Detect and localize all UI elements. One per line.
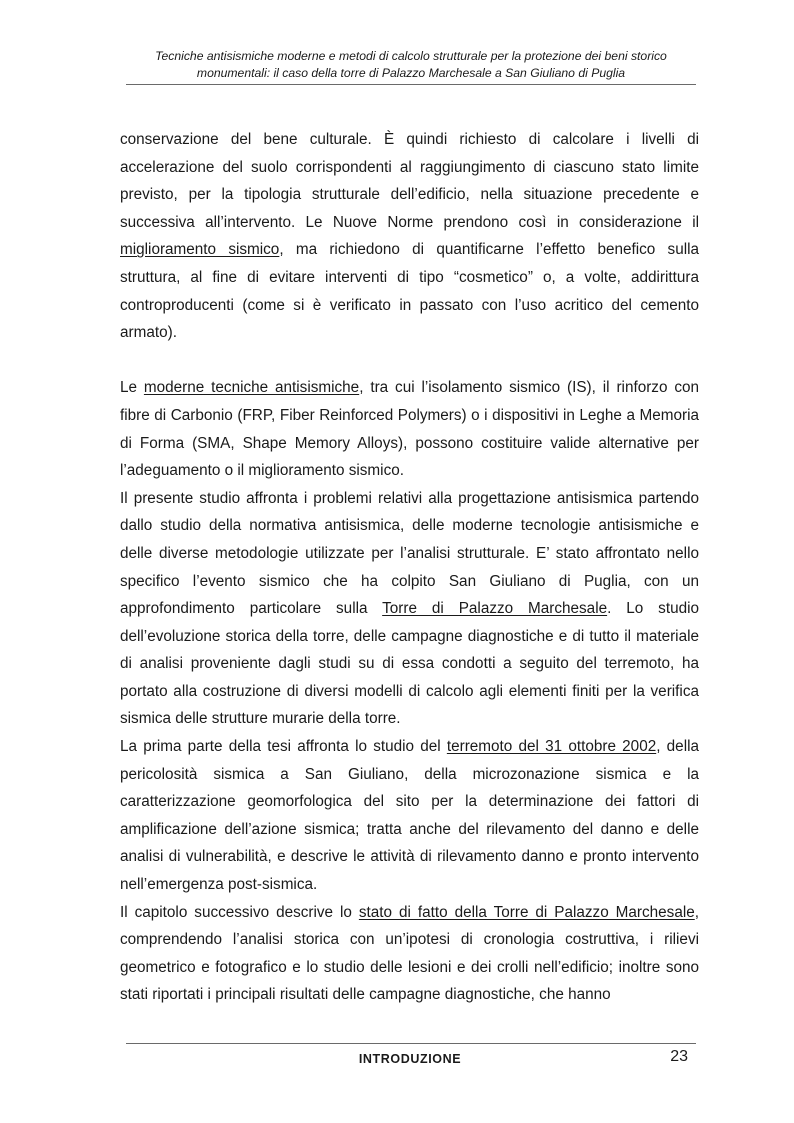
paragraph: Il capitolo successivo descrive lo stato di fatto della Torre di Palazzo Marchesale, comprendendo l’analisi storica con un’ipotesi di cronologia costruttiva, i rilievi geometrico e fotografico e lo studio delle lesioni e dei crolli nell’edificio; inoltre sono stati riportati i principali risultati delle campagne diagnostiche, che hanno <box>120 903 699 1004</box>
underlined-term: terremoto del 31 ottobre 2002 <box>446 738 657 756</box>
body-text <box>120 126 699 1009</box>
header-line-1: Tecniche antisismiche moderne e metodi di calcolo strutturale per la protezione dei beni storico <box>155 49 667 63</box>
footer-divider <box>126 1043 696 1044</box>
paragraph: conservazione del bene culturale. È quindi richiesto di calcolare i livelli di accelerazione del suolo corrispondenti al raggiungimento di ciascuno stato limite previsto, per la tipologia strutturale dell’edificio, nella situazione precedente e successiva all’intervento. Le Nuove Norme prendono così in considerazione il miglioramento sismico, ma richiedono di quantificarne l’effetto benefico sulla struttura, al fine di evitare interventi di tipo “cosmetico” o, a volte, addirittura controproducenti (come si è verificato in passato con l’uso acritico del cemento armato). <box>120 131 700 342</box>
paragraph: Il presente studio affronta i problemi relativi alla progettazione antisismica partendo dallo studio della normativa antisismica, delle moderne tecnologie antisismiche e delle diverse metodologie utilizzate per l’analisi strutturale. E’ stato affrontato nello specifico l’evento sismico che ha colpito San Giuliano di Puglia, con un approfondimento particolare sulla Torre di Palazzo Marchesale. Lo studio dell’evoluzione storica della torre, delle campagne diagnostiche e di tutto il materiale di analisi proveniente dagli studi su di essa condotti a seguito del terremoto, ha portato alla costruzione di diversi modelli di calcolo agli elementi finiti per la verifica sismica delle strutture murarie della torre. <box>120 489 700 728</box>
underlined-term: moderne tecniche antisismiche <box>143 379 360 397</box>
paragraph: Le moderne tecniche antisismiche, tra cui l’isolamento sismico (IS), il rinforzo con fibre di Carbonio (FRP, Fiber Reinforced Polymers) o i dispositivi in Leghe a Memoria di Forma (SMA, Shape Memory Alloys), possono costituire valide alternative per l’adeguamento o il miglioramento sismico. <box>120 379 700 480</box>
underlined-term: miglioramento sismico <box>120 241 280 259</box>
header-line-2: monumentali: il caso della torre di Palazzo Marchesale a San Giuliano di Puglia <box>196 66 626 80</box>
running-header <box>126 48 696 82</box>
underlined-term: stato di fatto della Torre di Palazzo Marchesale <box>358 903 695 921</box>
header-divider <box>126 84 696 85</box>
underlined-term: Torre di Palazzo Marchesale <box>382 600 608 618</box>
footer-section-title: INTRODUZIONE <box>358 1052 462 1066</box>
paragraph: La prima parte della tesi affronta lo studio del terremoto del 31 ottobre 2002, della pericolosità sismica a San Giuliano, della microzonazione sismica e la caratterizzazione geomorfologica del sito per la determinazione dei fattori di amplificazione dell’azione sismica; tratta anche del rilevamento del danno e delle analisi di vulnerabilità, e descrive le attività di rilevamento danno e pronto intervento nell’emergenza post-sismica. <box>120 738 699 894</box>
page-number: 23 <box>670 1048 688 1065</box>
